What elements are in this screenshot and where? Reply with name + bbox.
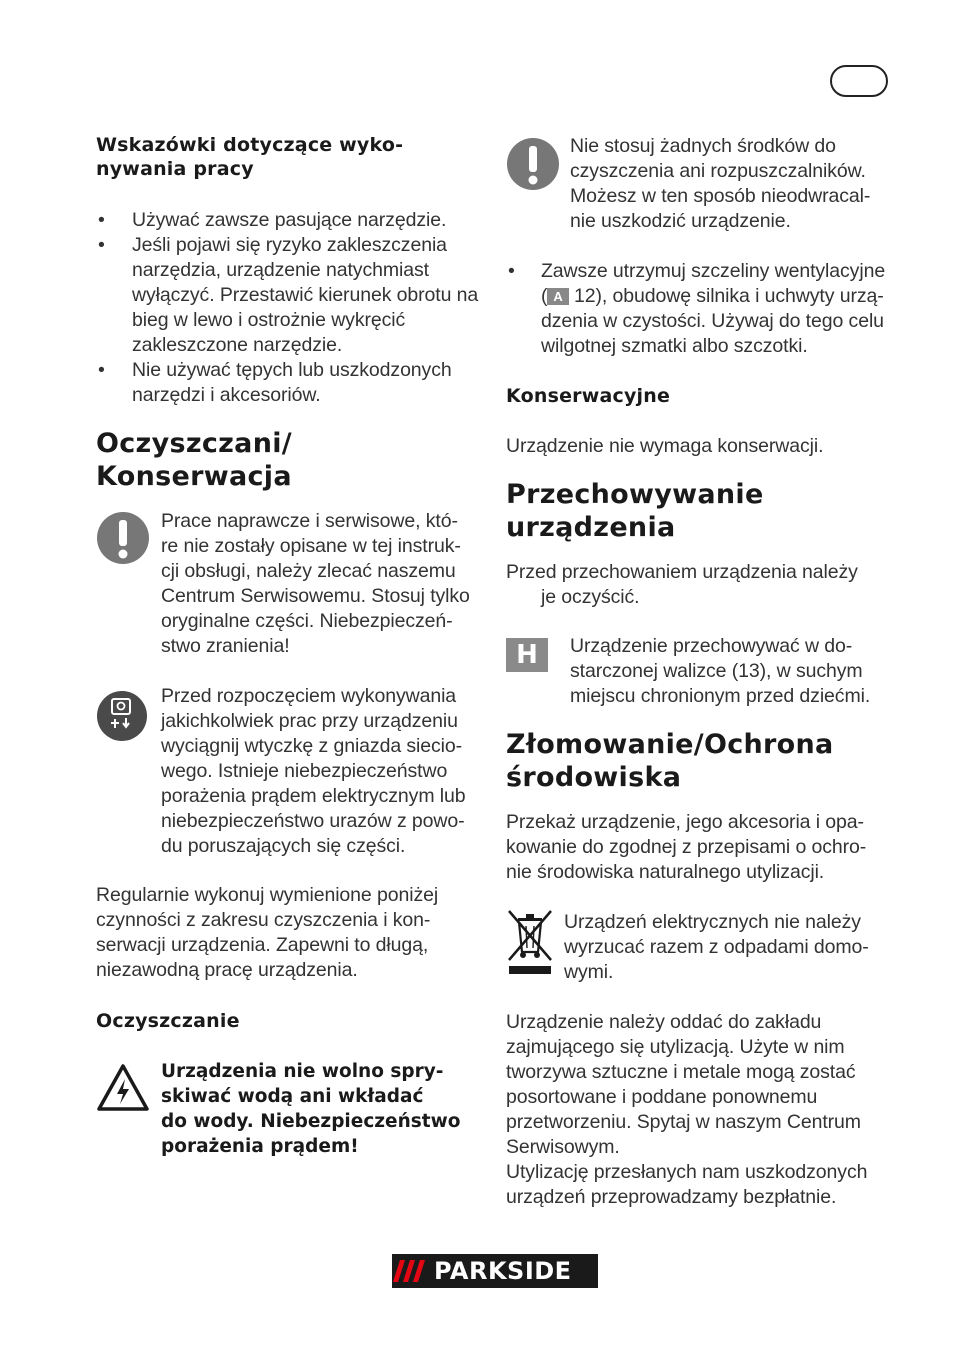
electric-hazard-icon: [96, 1063, 150, 1113]
weee-text: Urządzeń elektrycznych nie należy wyrzucać razem z odpadami domo- wymi.: [564, 911, 869, 983]
storage-intro: Przed przechowaniem urządzenia należy je oczyścić.: [506, 561, 858, 608]
list-item: • Nie używać tępych lub uszkodzonych narzędzi i akcesoriów.: [96, 358, 480, 408]
brand-name: PARKSIDE: [434, 1257, 572, 1285]
bullet: •: [508, 260, 515, 282]
unplug-warning-text: Przed rozpoczęciem wykonywania jakichkolwiek prac przy urządzeniu wyciągnij wtyczkę z gniazda siecio- wego. Istnieje niebezpieczeństwo porażenia prądem elektrycznym lub niebezpieczeństwo urazów z powo- du poruszających się części.: [161, 685, 466, 857]
tips-heading: Wskazówki dotyczące wyko- nywania pracy: [96, 134, 404, 180]
water-warning-text: Urządzenia nie wolno spry- skiwać wodą ani wkładać do wody. Niebezpieczeństwo porażenia prądem!: [161, 1061, 461, 1157]
storage-heading: Przechowywanie urządzenia: [506, 479, 764, 543]
cleaning-heading: Oczyszczani/ Konserwacja: [96, 428, 292, 492]
cleaning-subheading: Oczyszczanie: [96, 1010, 240, 1032]
list-item: • Jeśli pojawi się ryzyko zakleszczenia narzędzia, urządzenie natychmiast wyłączyć. Przestawić kierunek obrotu na bieg w lewo i ostrożnie wykręcić zakleszczone narzędzie.: [96, 233, 480, 358]
exclamation-icon: [506, 137, 560, 191]
vents-list-item: • Zawsze utrzymuj szczeliny wentylacyjne ( A 12), obudowę silnika i uchwyty urzą- dzenia w czystości. Używaj do tego celu wilgotnej szmatki albo szczotki.: [508, 260, 886, 357]
figure-h-badge: H: [506, 638, 548, 672]
unplug-icon: [96, 690, 148, 742]
regular-maintenance-text: Regularnie wykonuj wymienione poniżej czynności z zakresu czyszczenia i kon- serwacji urządzenia. Zapewni to długą, niezawodną pracę urządzenia.: [96, 884, 439, 981]
service-warning-text: Prace naprawcze i serwisowe, któ- re nie zostały opisane w tej instruk- cji obsługi, należy zlecać naszemu Centrum Serwisowemu. Stosuj tylko oryginalne części. Niebezpieczeń- stwo zranienia!: [161, 510, 470, 657]
recycle-text: Urządzenie należy oddać do zakładu zajmującego się utylizacją. Użyte w nim tworzywa sztuczne i metale mogą zostać posortowane i poddane ponownemu przetworzeniu. Spytaj w naszym Centrum Serwisowym. Utylizację przesłanych nam uszkodzonych urządzeń przeprowadzamy bezpłatnie.: [506, 1011, 868, 1208]
maintenance-subheading: Konserwacyjne: [506, 385, 671, 407]
parkside-logo: [392, 1254, 598, 1288]
list-item: • Używać zawsze pasujące narzędzie.: [96, 208, 480, 233]
figure-ref-badge: A: [547, 288, 568, 305]
maintenance-text: Urządzenie nie wymaga konserwacji.: [506, 435, 824, 457]
storage-text: Urządzenie przechowywać w do- starczonej walizce (13), w suchym miejscu chronionym przed dziećmi.: [570, 635, 871, 707]
disposal-heading: Złomowanie/Ochrona środowiska: [506, 729, 834, 793]
logo-slashes-icon: [392, 1254, 432, 1288]
no-solvents-text: Nie stosuj żadnych środków do czyszczenia ani rozpuszczalników. Możesz w ten sposób nieodwracal- nie uszkodzić urządzenie.: [570, 135, 871, 232]
disposal-text: Przekaż urządzenie, jego akcesoria i opa- kowanie do zgodnej z przepisami o ochro- nie środowiska naturalnego utylizacji.: [506, 811, 867, 883]
tips-list: [96, 208, 480, 408]
crossed-bin-icon: [506, 908, 554, 976]
language-badge: [830, 65, 888, 97]
exclamation-icon: [96, 511, 150, 565]
